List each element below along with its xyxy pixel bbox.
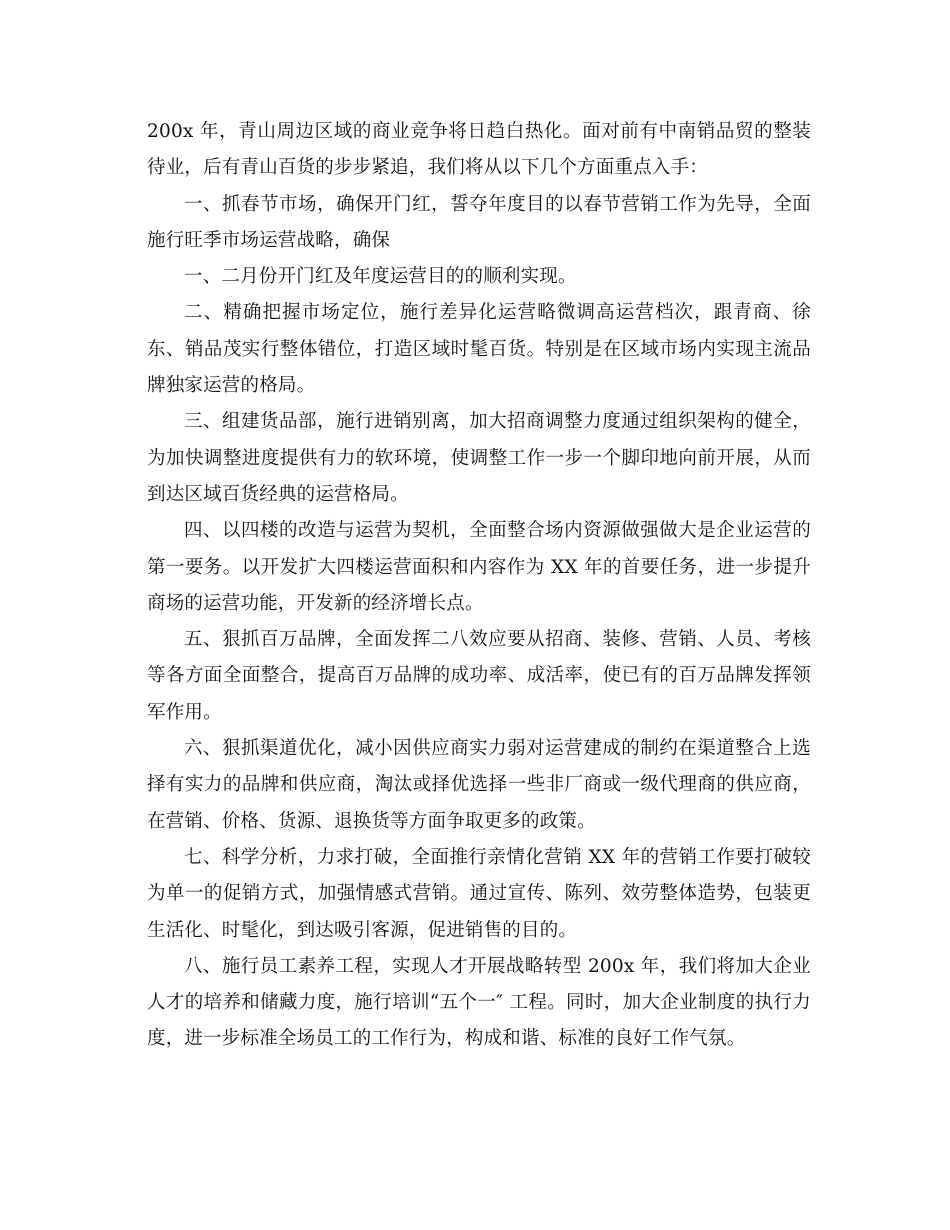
intro-paragraph: 200x 年，青山周边区域的商业竞争将日趋白热化。面对前有中南销品贸的整装待业，后有青山百货的步步紧追，我们将从以下几个方面重点入手： [147, 121, 811, 179]
paragraph-merchandise-department: 三、组建货品部，施行进销别离，加大招商调整力度通过组织架构的健全，为加快调整进度提供有力的软环境，使调整工作一步一个脚印地向前开展，从而到达区域百货经典的运营格局。 [147, 411, 811, 505]
paragraph-staff-quality: 八、施行员工素养工程，实现人才开展战略转型 200x 年，我们将加大企业人才的培养和储藏力度，施行培训“五个一″ 工程。同时，加大企业制度的执行力度，进一步标准全场员工的工作行为，构成和谐、标准的良好工作气氛。 [147, 955, 811, 1050]
paragraph-million-brands: 五、狠抓百万品牌，全面发挥二八效应要从招商、装修、营销、人员、考核等各方面全面整合，提高百万品牌的成功率、成活率，使已有的百万品牌发挥领军作用。 [147, 629, 811, 723]
document-body [147, 114, 811, 1058]
paragraph-channel-optimization: 六、狠抓渠道优化，减小因供应商实力弱对运营建成的制约在渠道整合上选择有实力的品牌和供应商，淘汰或择优选择一些非厂商或一级代理商的供应商，在营销、价格、货源、退换货等方面争取更多的政策。 [147, 738, 811, 832]
paragraph-scientific-analysis: 七、科学分析，力求打破，全面推行亲情化营销 XX 年的营销工作要打破较为单一的促销方式，加强情感式营销。通过宣传、陈列、效劳整体造势，包装更生活化、时髦化，到达吸引客源，促进销售的目的。 [147, 846, 811, 941]
paragraph-spring-festival: 一、抓春节市场，确保开门红，誓夺年度目的以春节营销工作为先导，全面施行旺季市场运营战略，确保 [147, 193, 811, 251]
paragraph-fourth-floor: 四、以四楼的改造与运营为契机，全面整合场内资源做强做大是企业运营的第一要务。以开发扩大四楼运营面积和内容作为 XX 年的首要任务，进一步提升商场的运营功能，开发新的经济增长点。 [147, 520, 811, 614]
paragraph-market-positioning: 二、精确把握市场定位，施行差异化运营略微调高运营档次，跟青商、徐东、销品茂实行整体错位，打造区域时髦百货。特别是在区域市场内实现主流品牌独家运营的格局。 [147, 302, 811, 397]
paragraph-january-february: 一、二月份开门红及年度运营目的的顺利实现。 [184, 266, 577, 288]
